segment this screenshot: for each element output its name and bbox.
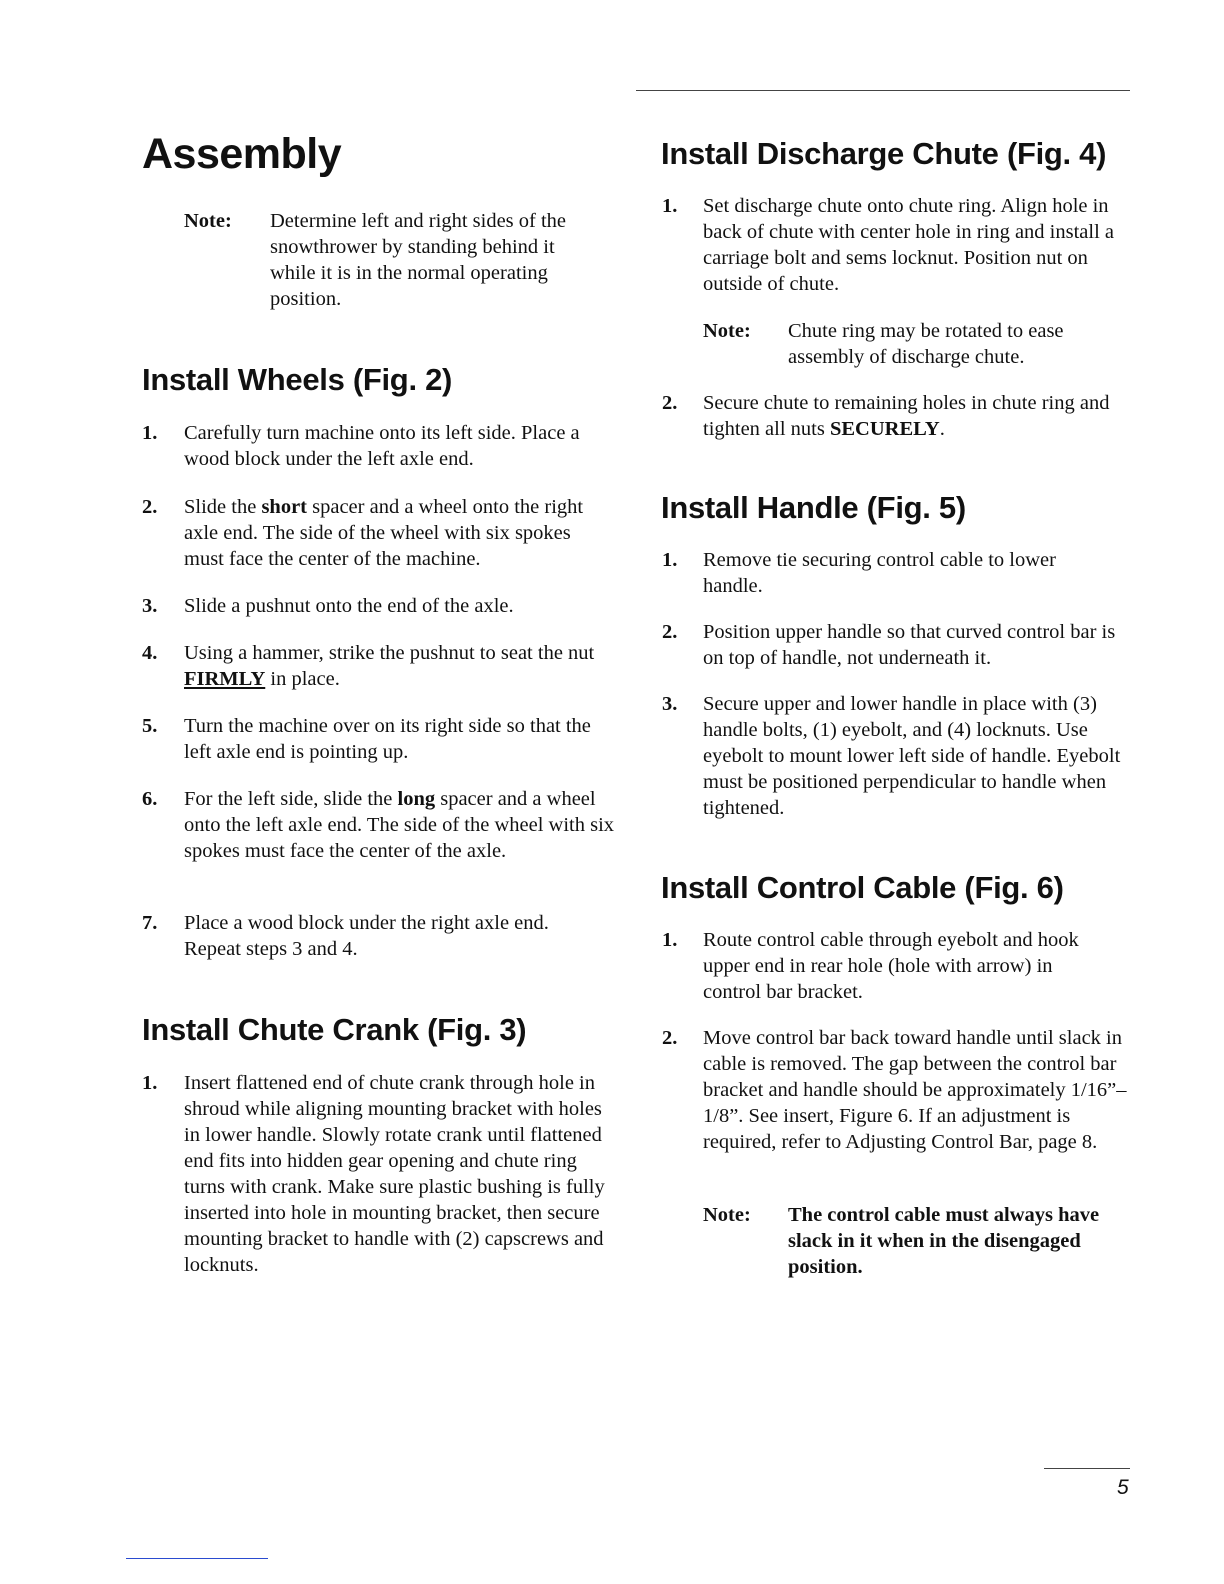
- note-text: The control cable must always have slack in it when in the disengaged position.: [788, 1204, 1100, 1278]
- text-part: .: [939, 418, 945, 440]
- step-number: 1.: [662, 549, 678, 571]
- step-text: Secure upper and lower handle in place with (3) handle bolts, (1) eyebolt, and (4) locknuts. Use eyebolt to mount lower left side of handle. Eyebolt must be positioned perpendicular to handle when tightened.: [703, 693, 1121, 819]
- step-number: 1.: [662, 929, 678, 951]
- text-part: Slide the: [184, 496, 262, 518]
- step-number: 5.: [142, 715, 158, 737]
- step-number: 2.: [662, 392, 678, 414]
- text-part: Using a hammer, strike the pushnut to seat the nut: [184, 642, 595, 664]
- folio-rule: [1044, 1468, 1130, 1469]
- note-text: Determine left and right sides of the snowthrower by standing behind it while it is in the normal operating position.: [270, 210, 567, 310]
- emphasis: SECURELY: [829, 418, 940, 440]
- step-text: [184, 494, 614, 572]
- step-number: 7.: [142, 912, 158, 934]
- section-heading-chute-crank: Install Chute Crank (Fig. 3): [142, 1012, 527, 1047]
- step-text: Move control bar back toward handle until slack in cable is removed. The gap between the control bar bracket and handle should be approximately 1/16”–1/8”. See insert, Figure 6. If an adjustment is required, refer to Adjusting Control Bar, page 8.: [703, 1027, 1127, 1153]
- step-number: 1.: [662, 195, 678, 217]
- section-heading-control-cable: Install Control Cable (Fig. 6): [661, 870, 1064, 905]
- emphasis: FIRMLY: [184, 668, 266, 690]
- text-part: spacer and a wheel onto the right axle end. The side of the wheel with six spokes must face the center of the machine.: [184, 496, 584, 570]
- step-text: Carefully turn machine onto its left side. Place a wood block under the left axle end.: [184, 422, 580, 470]
- page-title: Assembly: [142, 130, 342, 178]
- emphasis: long: [397, 788, 436, 810]
- step-number: 2.: [662, 621, 678, 643]
- step-text: Place a wood block under the right axle end. Repeat steps 3 and 4.: [184, 912, 549, 960]
- step-number: 1.: [142, 1072, 158, 1094]
- section-heading-wheels: Install Wheels (Fig. 2): [142, 362, 453, 397]
- note-text: Chute ring may be rotated to ease assembly of discharge chute.: [788, 320, 1064, 368]
- step-text: [184, 786, 616, 864]
- step-number: 4.: [142, 642, 158, 664]
- step-text: Set discharge chute onto chute ring. Align hole in back of chute with center hole in ring and install a carriage bolt and sems locknut. Position nut on outside of chute.: [703, 195, 1115, 295]
- bottom-left-rule: [126, 1558, 268, 1559]
- step-text: Remove tie securing control cable to lower handle.: [703, 549, 1056, 597]
- text-part: Secure chute to remaining holes in chute ring and tighten all nuts: [703, 392, 1110, 440]
- section-heading-handle: Install Handle (Fig. 5): [661, 490, 966, 525]
- note-label: Note:: [184, 210, 232, 232]
- text-part: spacer and a wheel onto the left axle end. The side of the wheel with six spokes must face the center of the axle.: [184, 788, 615, 862]
- step-text: Route control cable through eyebolt and hook upper end in rear hole (hole with arrow) in control bar bracket.: [703, 929, 1079, 1003]
- step-number: 2.: [142, 496, 158, 518]
- step-number: 2.: [662, 1027, 678, 1049]
- text-part: in place.: [265, 668, 340, 690]
- emphasis: short: [261, 496, 307, 518]
- step-text: [184, 640, 604, 692]
- text-part: For the left side, slide the: [184, 788, 398, 810]
- top-rule: [636, 90, 1130, 91]
- step-text: Insert flattened end of chute crank through hole in shroud while aligning mounting bracket with holes in lower handle. Slowly rotate crank until flattened end fits into hidden gear opening and chute ring turns with crank. Make sure plastic bushing is fully inserted into hole in mounting bracket, then secure mounting bracket to handle with (2) capscrews and locknuts.: [184, 1072, 605, 1276]
- step-text: Position upper handle so that curved control bar is on top of handle, not underneath it.: [703, 621, 1116, 669]
- step-number: 3.: [142, 595, 158, 617]
- step-number: 6.: [142, 788, 158, 810]
- step-text: Slide a pushnut onto the end of the axle.: [184, 595, 514, 617]
- note-label: Note:: [703, 1204, 751, 1226]
- step-number: 1.: [142, 422, 158, 444]
- page-number: 5: [1117, 1476, 1129, 1499]
- step-text: Turn the machine over on its right side so that the left axle end is pointing up.: [184, 715, 591, 763]
- step-number: 3.: [662, 693, 678, 715]
- note-label: Note:: [703, 320, 751, 342]
- step-text: [703, 390, 1113, 442]
- section-heading-discharge-chute: Install Discharge Chute (Fig. 4): [661, 136, 1107, 171]
